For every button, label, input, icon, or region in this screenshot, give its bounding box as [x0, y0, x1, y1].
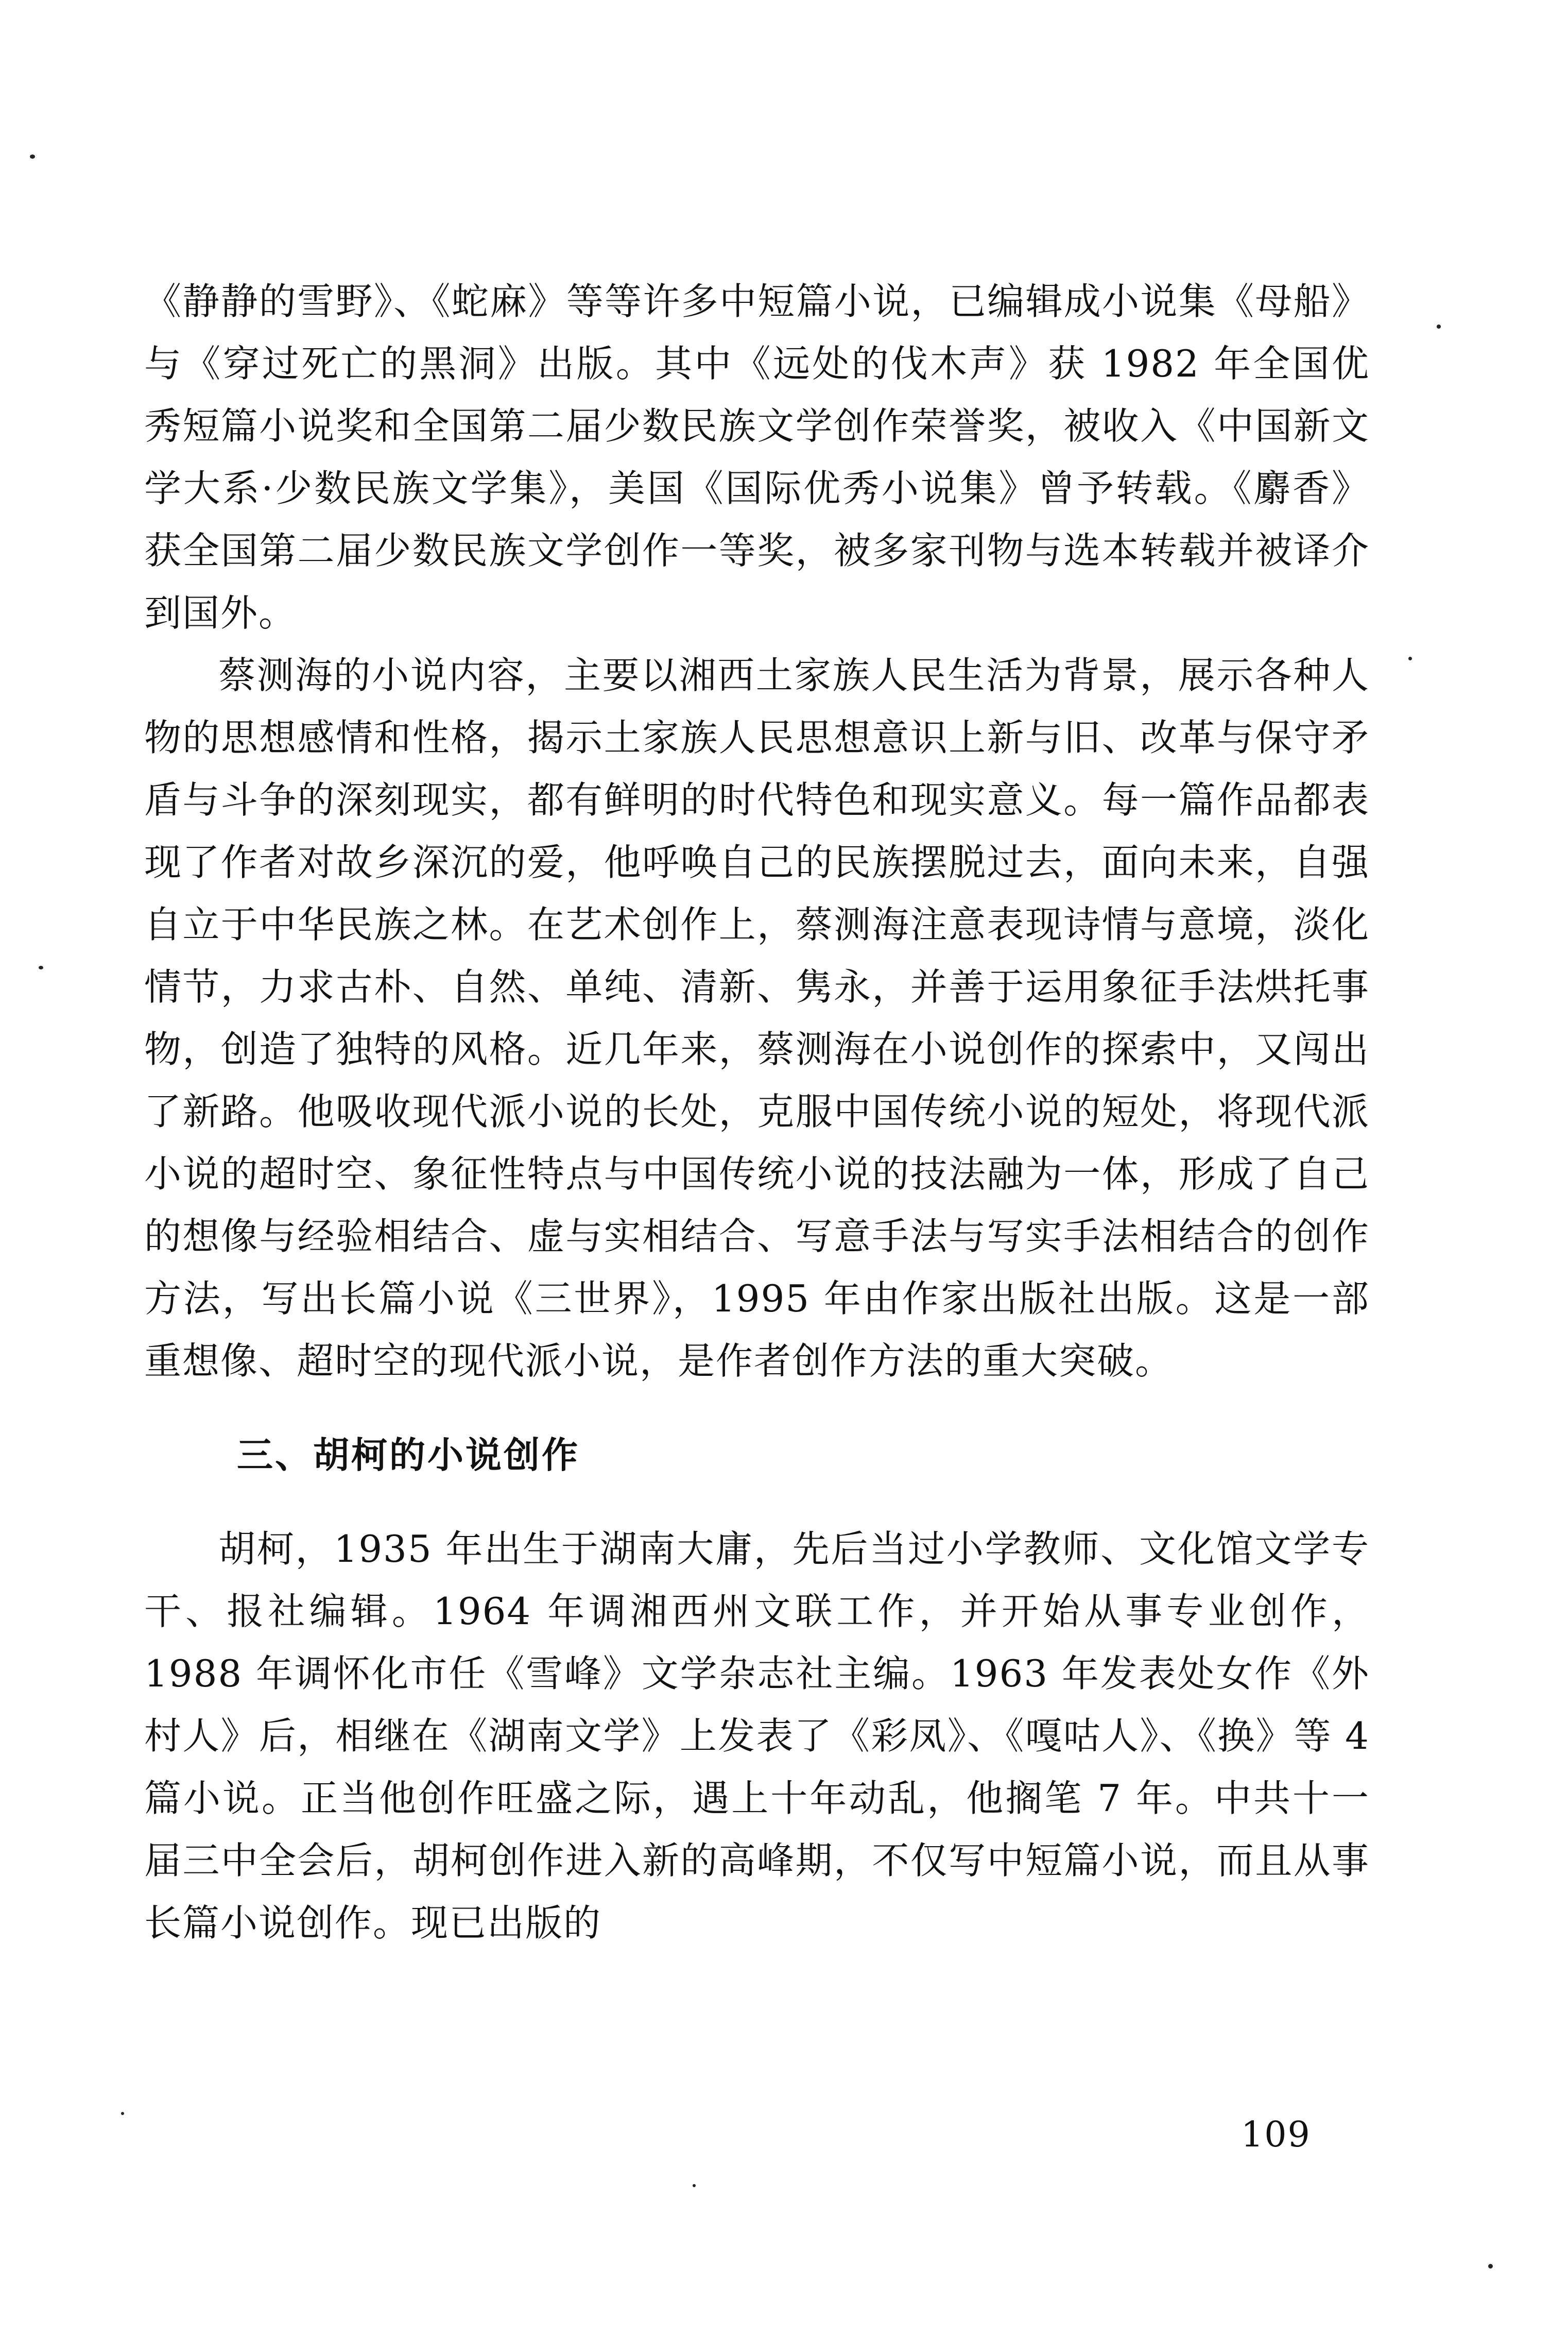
- body-text: [144, 270, 1370, 1954]
- section-heading: 三、胡柯的小说创作: [237, 1434, 580, 1476]
- paragraph-hu-ke: 胡柯，1935 年出生于湖南大庸，先后当过小学教师、文化馆文学专干、报社编辑。1964 年调湘西州文联工作，并开始从事专业创作，1988 年调怀化市任《雪峰》文学杂志社主编。1963 年发表处女作《外村人》后，相继在《湖南文学》上发表了《彩凤》、《嘎咕人》、《换》等 4 篇小说。正当他创作旺盛之际，遇上十年动乱，他搁笔 7 年。中共十一届三中全会后，胡柯创作进入新的高峰期，不仅写中短篇小说，而且从事长篇小说创作。现已出版的: [144, 1527, 1370, 1945]
- paragraph-cai-cehai: 蔡测海的小说内容，主要以湘西土家族人民生活为背景，展示各种人物的思想感情和性格，揭示土家族人民思想意识上新与旧、改革与保守矛盾与斗争的深刻现实，都有鲜明的时代特色和现实意义。每一篇作品都表现了作者对故乡深沉的爱，他呼唤自己的民族摆脱过去，面向未来，自强自立于中华民族之林。在艺术创作上，蔡测海注意表现诗情与意境，淡化情节，力求古朴、自然、单纯、清新、隽永，并善于运用象征手法烘托事物，创造了独特的风格。近几年来，蔡测海在小说创作的探索中，又闯出了新路。他吸收现代派小说的长处，克服中国传统小说的短处，将现代派小说的超时空、象征性特点与中国传统小说的技法融为一体，形成了自己的想像与经验相结合、虚与实相结合、写意手法与写实手法相结合的创作方法，写出长篇小说《三世界》，1995 年由作家出版社出版。这是一部重想像、超时空的现代派小说，是作者创作方法的重大突破。: [144, 654, 1370, 1383]
- scan-speck: [693, 2184, 696, 2187]
- scan-speck: [121, 2112, 124, 2115]
- page-number: 109: [1241, 2115, 1311, 2155]
- scan-speck: [1488, 2264, 1493, 2269]
- scan-speck: [1408, 657, 1412, 660]
- scan-speck: [30, 155, 35, 159]
- scan-speck: [39, 966, 43, 969]
- scan-speck: [1437, 325, 1441, 329]
- paragraph-continued: 《静静的雪野》、《蛇麻》等等许多中短篇小说，已编辑成小说集《母船》与《穿过死亡的黑洞》出版。其中《远处的伐木声》获 1982 年全国优秀短篇小说奖和全国第二届少数民族文学创作荣誉奖，被收入《中国新文学大系·少数民族文学集》，美国《国际优秀小说集》曾予转载。《麝香》获全国第二届少数民族文学创作一等奖，被多家刊物与选本转载并被译介到国外。: [144, 280, 1370, 635]
